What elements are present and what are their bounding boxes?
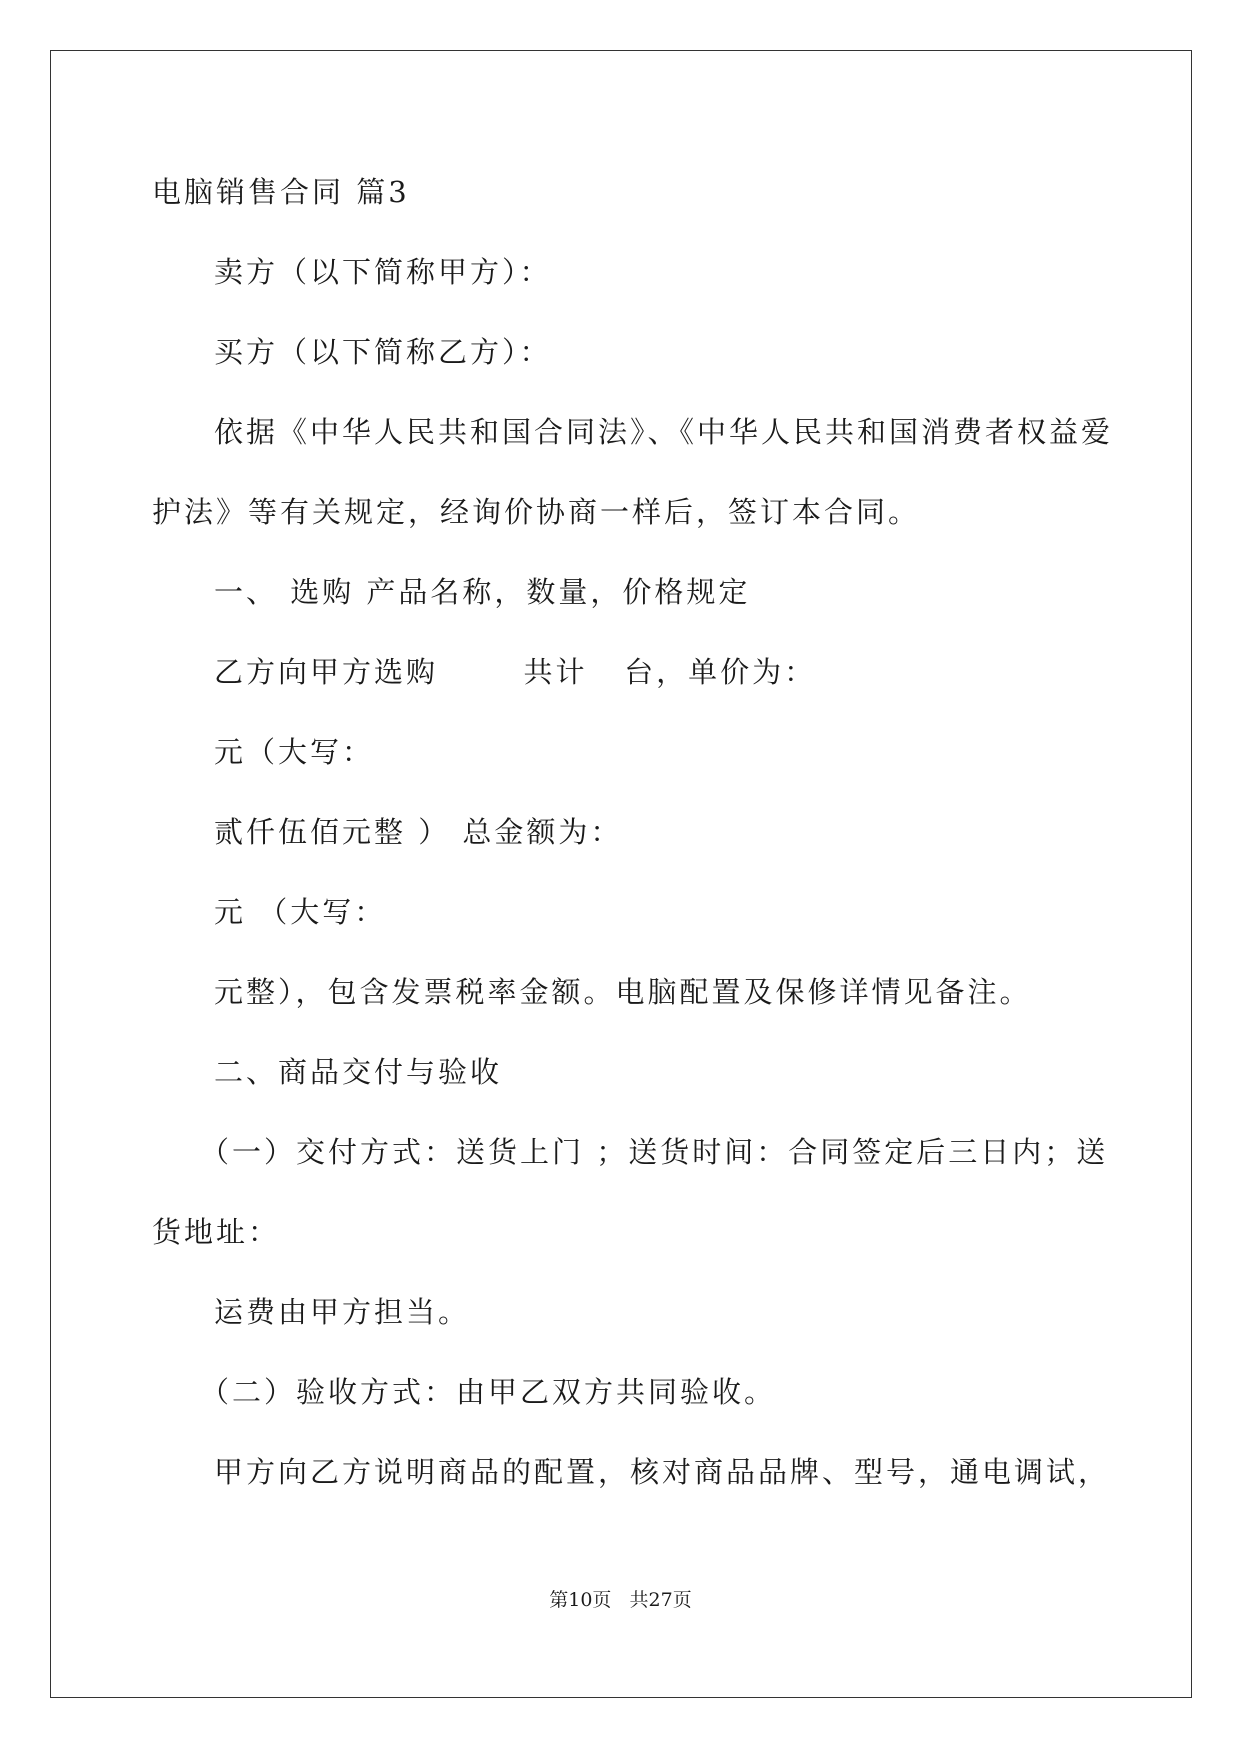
page-number: 第10页 共27页 (549, 1589, 692, 1611)
legal-basis-line-2: 护法》等有关规定，经询价协商一样后，签订本合同。 (152, 495, 921, 529)
invoice-note-line: 元整），包含发票税率金额。电脑配置及保修详情见备注。 (214, 975, 1032, 1009)
acceptance-method-line: （二）验收方式：由甲乙双方共同验收。 (200, 1375, 777, 1409)
document-title: 电脑销售合同 篇3 (152, 175, 410, 209)
page-border (50, 50, 1192, 1698)
freight-line: 运费由甲方担当。 (214, 1295, 471, 1329)
seller-line: 卖方（以下简称甲方）： (214, 255, 552, 289)
delivery-method-line-2: 货地址： (152, 1215, 281, 1249)
section-1-heading: 一、 选购 产品名称，数量，价格规定 (214, 575, 751, 609)
purchase-quantity-line: 乙方向甲方选购 共计 台，单价为： (214, 655, 817, 689)
configuration-check-line: 甲方向乙方说明商品的配置，核对商品品牌、型号，通电调试， (214, 1455, 1111, 1489)
total-amount-line: 元 （大写： (214, 895, 387, 929)
unit-price-line: 元（大写： (214, 735, 375, 769)
legal-basis-line-1: 依据《中华人民共和国合同法》、《中华人民共和国消费者权益爱 (214, 415, 1114, 449)
section-2-heading: 二、商品交付与验收 (214, 1055, 503, 1089)
delivery-method-line-1: （一）交付方式：送货上门 ；送货时间：合同签定后三日内；送 (200, 1135, 1109, 1169)
buyer-line: 买方（以下简称乙方）： (214, 335, 552, 369)
unit-price-uppercase-line: 贰仟伍佰元整 ） 总金额为： (214, 815, 623, 849)
